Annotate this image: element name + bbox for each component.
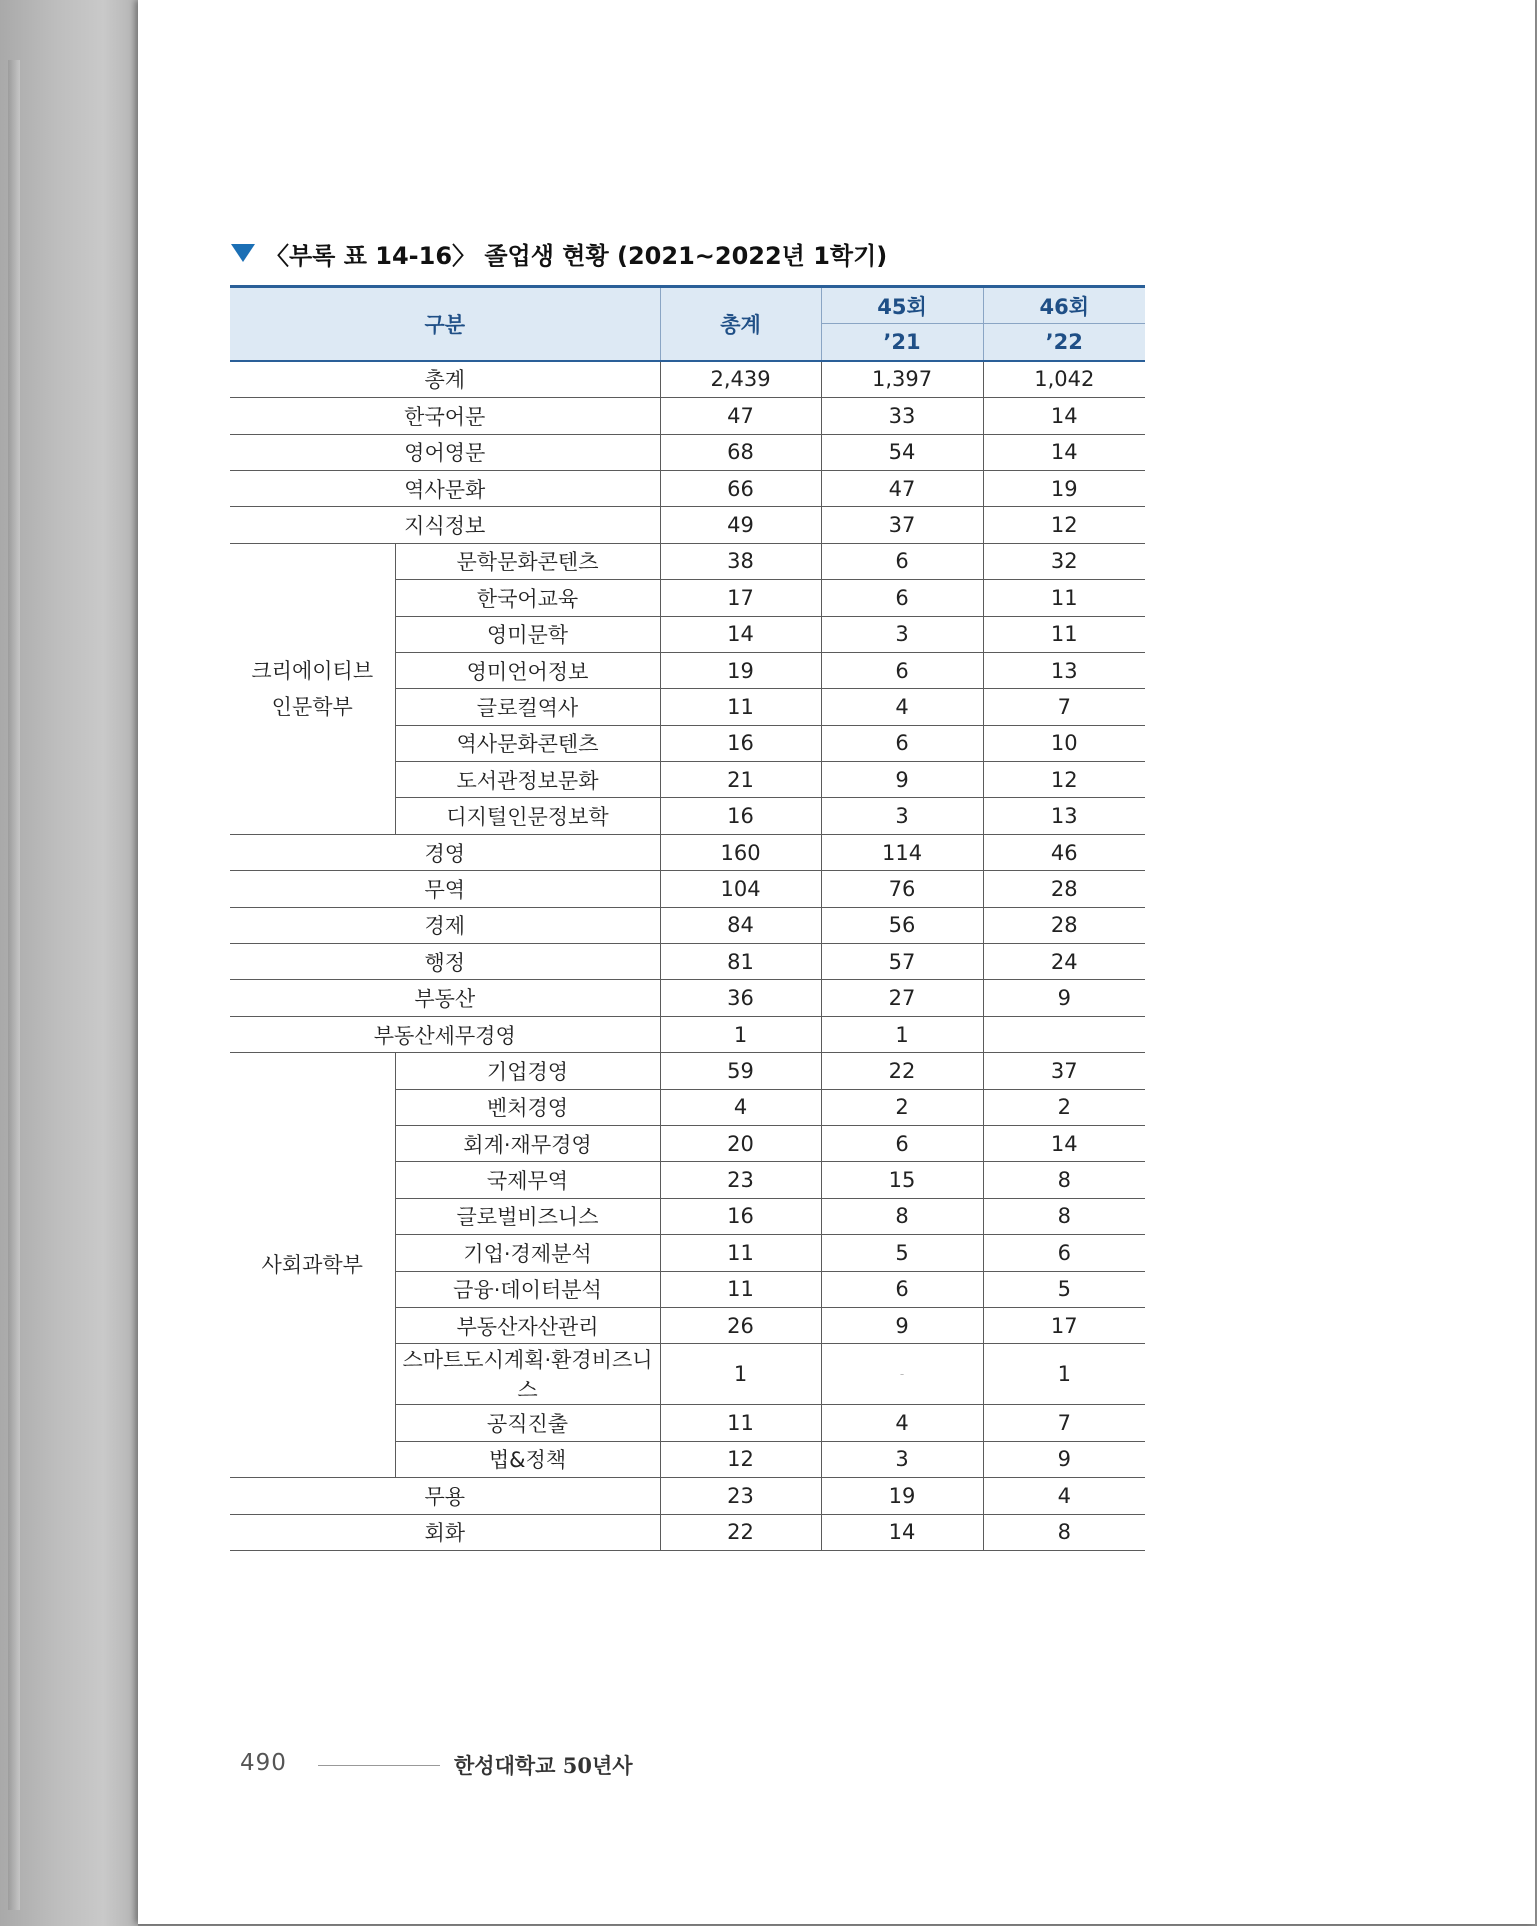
- table-row: 영미언어정보 19 6 13: [230, 652, 1145, 688]
- table-row: 글로컬역사 11 4 7: [230, 689, 1145, 725]
- table-row: 부동산 36 27 9: [230, 980, 1145, 1016]
- table-row: 도서관정보문화 21 9 12: [230, 762, 1145, 798]
- header-col1-bottom: ’21: [821, 324, 983, 361]
- header-col2-top: 46회: [983, 287, 1145, 324]
- header-total: 총계: [660, 287, 821, 361]
- table-row: 총계 2,439 1,397 1,042: [230, 361, 1145, 398]
- group-label-line1: 크리에이티브: [251, 658, 374, 683]
- table-row: 디지털인문정보학 16 3 13: [230, 798, 1145, 834]
- table-row: 역사문화 66 47 19: [230, 470, 1145, 506]
- group-creative-humanities: [230, 543, 395, 834]
- table-row: 사회과학부 기업경영 59 22 37: [230, 1053, 1145, 1089]
- table-row: 법&정책 12 3 9: [230, 1441, 1145, 1477]
- table-row: 공직진출 11 4 7: [230, 1405, 1145, 1441]
- table-row: 역사문화콘텐츠 16 6 10: [230, 725, 1145, 761]
- table-row: 무역 104 76 28: [230, 871, 1145, 907]
- table-row: 글로벌비즈니스 16 8 8: [230, 1198, 1145, 1234]
- header-col2-bottom: ’22: [983, 324, 1145, 361]
- table-row: 경영 160 114 46: [230, 834, 1145, 870]
- table-row: 회계·재무경영 20 6 14: [230, 1125, 1145, 1161]
- table-row: 금융·데이터분석 11 6 5: [230, 1271, 1145, 1307]
- table-row: 영어영문 68 54 14: [230, 434, 1145, 470]
- table-row: 국제무역 23 15 8: [230, 1162, 1145, 1198]
- table-row: 크리에이티브 인문학부 문학문화콘텐츠 38 6 32: [230, 543, 1145, 579]
- footer-book-title: 한성대학교 50년사: [454, 1753, 633, 1778]
- table-row: 스마트도시계획·환경비즈니스 1 - 1: [230, 1344, 1145, 1405]
- group-label-line2: 인문학부: [271, 694, 353, 719]
- book-edge: [0, 0, 138, 1926]
- table-row: 한국어교육 17 6 11: [230, 580, 1145, 616]
- table-title: [231, 236, 887, 270]
- table-row: 지식정보 49 37 12: [230, 507, 1145, 543]
- footer-divider: [318, 1765, 440, 1766]
- header-category: 구분: [230, 287, 660, 361]
- table-row: 경제 84 56 28: [230, 907, 1145, 943]
- group-social-sciences: [230, 1053, 395, 1478]
- table-row: 회화 22 14 8: [230, 1514, 1145, 1550]
- table-row: 부동산세무경영 1 1: [230, 1016, 1145, 1052]
- table-row: 기업·경제분석 11 5 6: [230, 1235, 1145, 1271]
- book-edge-shadow: [8, 60, 20, 1910]
- header-col1-top: 45회: [821, 287, 983, 324]
- table-row: 한국어문 47 33 14: [230, 398, 1145, 434]
- graduates-table: [230, 285, 1145, 1551]
- table-row: 무용 23 19 4: [230, 1478, 1145, 1514]
- group-label: 사회과학부: [261, 1253, 363, 1278]
- table-row: 벤처경영 4 2 2: [230, 1089, 1145, 1125]
- triangle-down-icon: [231, 244, 255, 262]
- table-row: 행정 81 57 24: [230, 944, 1145, 980]
- page-number: 490: [240, 1750, 287, 1776]
- table-row: 영미문학 14 3 11: [230, 616, 1145, 652]
- table-row: 부동산자산관리 26 9 17: [230, 1307, 1145, 1343]
- table-title-text: 〈부록 표 14-16〉 졸업생 현황 (2021~2022년 1학기): [265, 241, 888, 270]
